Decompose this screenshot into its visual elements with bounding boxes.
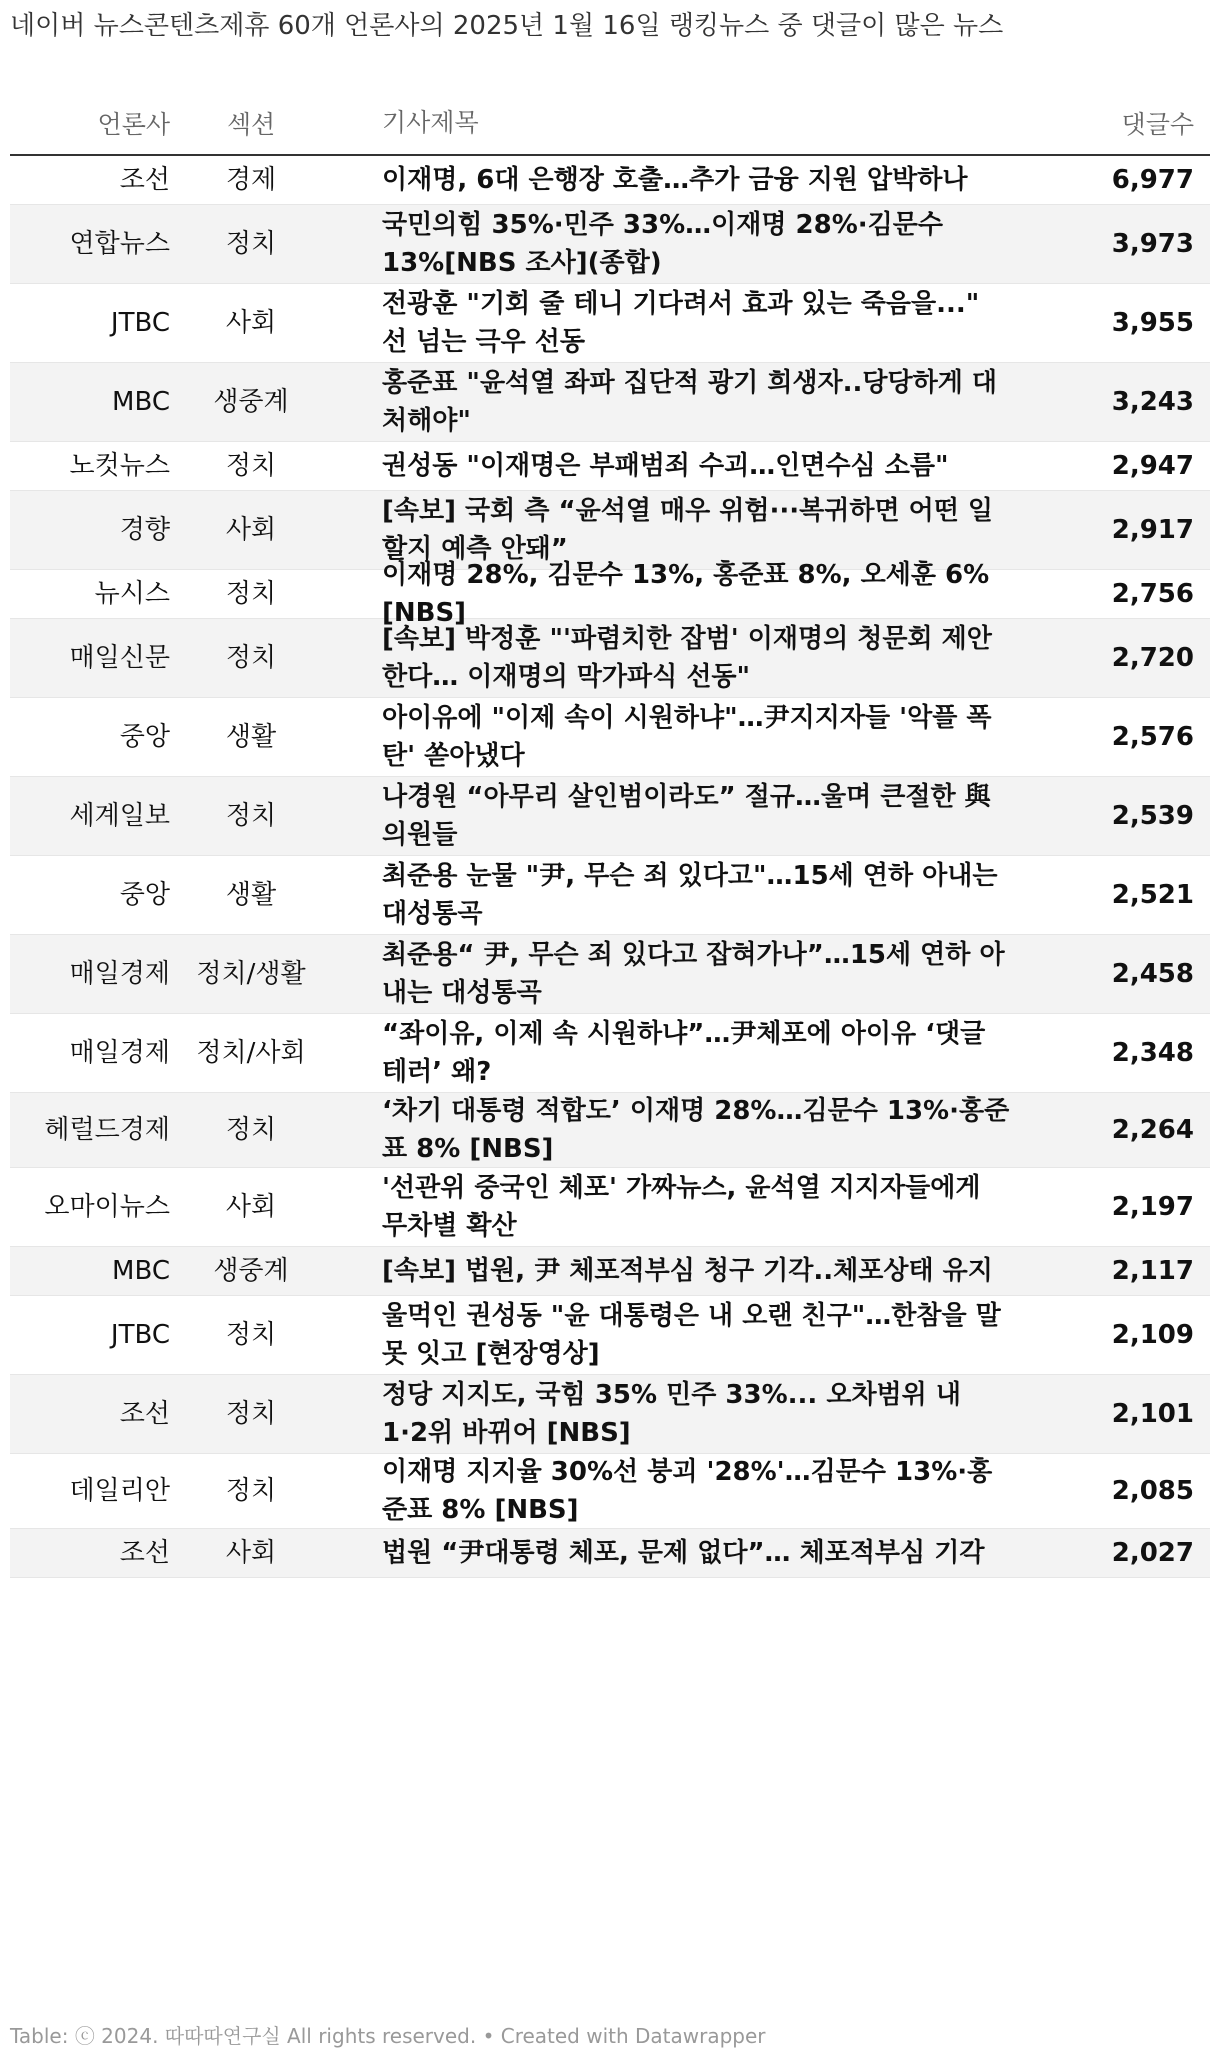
cell-comments: 2,521 — [1111, 880, 1194, 910]
table-row — [10, 1168, 1210, 1247]
cell-section: 정치/생활 — [196, 959, 306, 989]
cell-comments: 2,109 — [1111, 1320, 1194, 1350]
cell-comments: 2,576 — [1111, 722, 1194, 752]
cell-section: 사회 — [225, 1192, 277, 1222]
table-row — [10, 363, 1210, 442]
cell-section: 정치 — [225, 1399, 277, 1429]
cell-outlet: 매일경제 — [69, 959, 170, 989]
cell-comments: 2,101 — [1111, 1399, 1194, 1429]
cell-headline[interactable]: 정당 지지도, 국힘 35% 민주 33%... 오차범위 내 1·2위 바뀌어 [NBS] — [382, 1380, 961, 1448]
cell-outlet: 뉴시스 — [94, 579, 170, 609]
cell-outlet: 헤럴드경제 — [44, 1115, 170, 1145]
cell-outlet: 조선 — [119, 1538, 170, 1568]
cell-section: 사회 — [225, 515, 277, 545]
cell-headline[interactable]: 국민의힘 35%·민주 33%…이재명 28%·김문수 13%[NBS 조사](종합) — [382, 210, 943, 278]
table-row — [10, 777, 1210, 856]
cell-outlet: 오마이뉴스 — [44, 1192, 170, 1222]
table-row — [10, 156, 1210, 205]
cell-headline[interactable]: '선관위 중국인 체포' 가짜뉴스, 윤석열 지지자들에게 무차별 확산 — [382, 1173, 981, 1241]
cell-comments: 2,539 — [1111, 801, 1194, 831]
cell-comments: 6,977 — [1111, 165, 1194, 195]
cell-comments: 2,197 — [1111, 1192, 1194, 1222]
cell-section: 정치 — [225, 801, 277, 831]
cell-comments: 3,973 — [1111, 229, 1194, 259]
header-headline[interactable]: 기사제목 — [382, 108, 479, 137]
cell-headline[interactable]: 권성동 "이재명은 부패범죄 수괴…인면수심 소름" — [382, 451, 949, 481]
cell-outlet: 매일경제 — [69, 1038, 170, 1068]
table-row — [10, 1454, 1210, 1529]
cell-section: 정치 — [225, 1115, 277, 1145]
cell-comments: 2,117 — [1111, 1256, 1194, 1286]
cell-outlet: 조선 — [119, 1399, 170, 1429]
cell-comments: 2,917 — [1111, 515, 1194, 545]
cell-section: 정치/사회 — [196, 1038, 306, 1068]
table-row — [10, 1093, 1210, 1168]
table-header — [10, 92, 1210, 156]
table-row — [10, 1529, 1210, 1578]
header-section[interactable]: 섹션 — [226, 110, 276, 139]
table-row — [10, 442, 1210, 491]
cell-section: 생중계 — [213, 1256, 289, 1286]
table-row — [10, 698, 1210, 777]
cell-headline[interactable]: 나경원 “아무리 살인범이라도” 절규…울며 큰절한 與의원들 — [382, 782, 991, 850]
table-row — [10, 560, 1210, 628]
cell-headline[interactable]: 이재명, 6대 은행장 호출…추가 금융 지원 압박하나 — [382, 165, 968, 195]
cell-headline[interactable]: “좌이유, 이제 속 시원하냐”…尹체포에 아이유 ‘댓글 테러’ 왜? — [382, 1019, 986, 1087]
cell-section: 생활 — [225, 722, 277, 752]
footer-credit: Table: ⓒ 2024. 따따따연구실 All rights reserved. • Created with Datawrapper — [10, 2024, 766, 2048]
cell-headline[interactable]: 전광훈 "기회 줄 테니 기다려서 효과 있는 죽음을..." 선 넘는 극우 선동 — [382, 289, 980, 357]
cell-section: 정치 — [225, 229, 277, 259]
cell-outlet: 매일신문 — [69, 643, 170, 673]
cell-headline[interactable]: 최준용 눈물 "尹, 무슨 죄 있다고"…15세 연하 아내는 대성통곡 — [382, 861, 998, 929]
cell-section: 사회 — [225, 1538, 277, 1568]
cell-outlet: 경향 — [119, 515, 170, 545]
header-outlet[interactable]: 언론사 — [97, 110, 170, 139]
cell-section: 정치 — [225, 643, 277, 673]
ranking-table — [10, 92, 1210, 1578]
cell-headline[interactable]: ‘차기 대통령 적합도’ 이재명 28%…김문수 13%·홍준표 8% [NBS] — [382, 1096, 1010, 1164]
cell-outlet: 노컷뉴스 — [69, 451, 170, 481]
cell-comments: 2,756 — [1111, 579, 1194, 609]
cell-headline[interactable]: 법원 “尹대통령 체포, 문제 없다”… 체포적부심 기각 — [382, 1538, 985, 1568]
cell-comments: 3,955 — [1111, 308, 1194, 338]
cell-comments: 2,720 — [1111, 643, 1194, 673]
cell-headline[interactable]: 홍준표 "윤석열 좌파 집단적 광기 희생자..당당하게 대처해야" — [382, 368, 998, 436]
cell-outlet: 조선 — [119, 165, 170, 195]
header-comments[interactable]: 댓글수 — [1121, 110, 1194, 139]
page-title: 네이버 뉴스콘텐츠제휴 60개 언론사의 2025년 1월 16일 랭킹뉴스 중 댓글이 많은 뉴스 — [10, 11, 1004, 41]
cell-section: 생중계 — [213, 387, 289, 417]
table-row — [10, 1375, 1210, 1454]
cell-headline[interactable]: [속보] 법원, 尹 체포적부심 청구 기각..체포상태 유지 — [382, 1256, 993, 1286]
cell-section: 정치 — [225, 1320, 277, 1350]
cell-comments: 2,085 — [1111, 1476, 1194, 1506]
cell-outlet: 연합뉴스 — [69, 229, 170, 259]
cell-headline[interactable]: 이재명 지지율 30%선 붕괴 '28%'…김문수 13%·홍준표 8% [NBS] — [382, 1457, 993, 1525]
cell-headline[interactable]: 최준용“ 尹, 무슨 죄 있다고 잡혀가나”…15세 연하 아내는 대성통곡 — [382, 940, 1005, 1008]
cell-outlet: MBC — [112, 387, 170, 417]
cell-comments: 2,458 — [1111, 959, 1194, 989]
cell-headline[interactable]: 아이유에 "이제 속이 시원하냐"…尹지지자들 '악플 폭탄' 쏟아냈다 — [382, 703, 992, 771]
table-row — [10, 935, 1210, 1014]
table-row — [10, 1014, 1210, 1093]
cell-outlet: 세계일보 — [69, 801, 170, 831]
cell-comments: 3,243 — [1111, 387, 1194, 417]
table-row — [10, 856, 1210, 935]
cell-section: 정치 — [225, 451, 277, 481]
table-row — [10, 619, 1210, 698]
cell-outlet: JTBC — [110, 1320, 170, 1350]
table-row — [10, 205, 1210, 284]
cell-headline[interactable]: [속보] 국회 측 “윤석열 매우 위험···복귀하면 어떤 일할지 예측 안돼” — [382, 496, 994, 564]
table-row — [10, 1296, 1210, 1375]
cell-headline[interactable]: 이재명 28%, 김문수 13%, 홍준표 8%, 오세훈 6%[NBS] — [382, 560, 990, 628]
cell-outlet: 중앙 — [119, 880, 170, 910]
cell-outlet: 데일리안 — [69, 1476, 170, 1506]
cell-headline[interactable]: [속보] 박정훈 "'파렴치한 잡범' 이재명의 청문회 제안한다… 이재명의 막가파식 선동" — [382, 624, 992, 692]
cell-section: 정치 — [225, 579, 277, 609]
cell-comments: 2,947 — [1111, 451, 1194, 481]
cell-comments: 2,348 — [1111, 1038, 1194, 1068]
cell-outlet: MBC — [112, 1256, 170, 1286]
cell-outlet: 중앙 — [119, 722, 170, 752]
cell-comments: 2,027 — [1111, 1538, 1194, 1568]
table-row — [10, 1247, 1210, 1296]
cell-section: 사회 — [225, 308, 277, 338]
table-row — [10, 284, 1210, 363]
cell-section: 정치 — [225, 1476, 277, 1506]
cell-section: 경제 — [225, 165, 277, 195]
cell-headline[interactable]: 울먹인 권성동 "윤 대통령은 내 오랜 친구"…한참을 말 못 잇고 [현장영상] — [382, 1301, 1001, 1369]
cell-section: 생활 — [225, 880, 277, 910]
cell-outlet: JTBC — [110, 308, 170, 338]
cell-comments: 2,264 — [1111, 1115, 1194, 1145]
table-body — [10, 156, 1210, 1578]
